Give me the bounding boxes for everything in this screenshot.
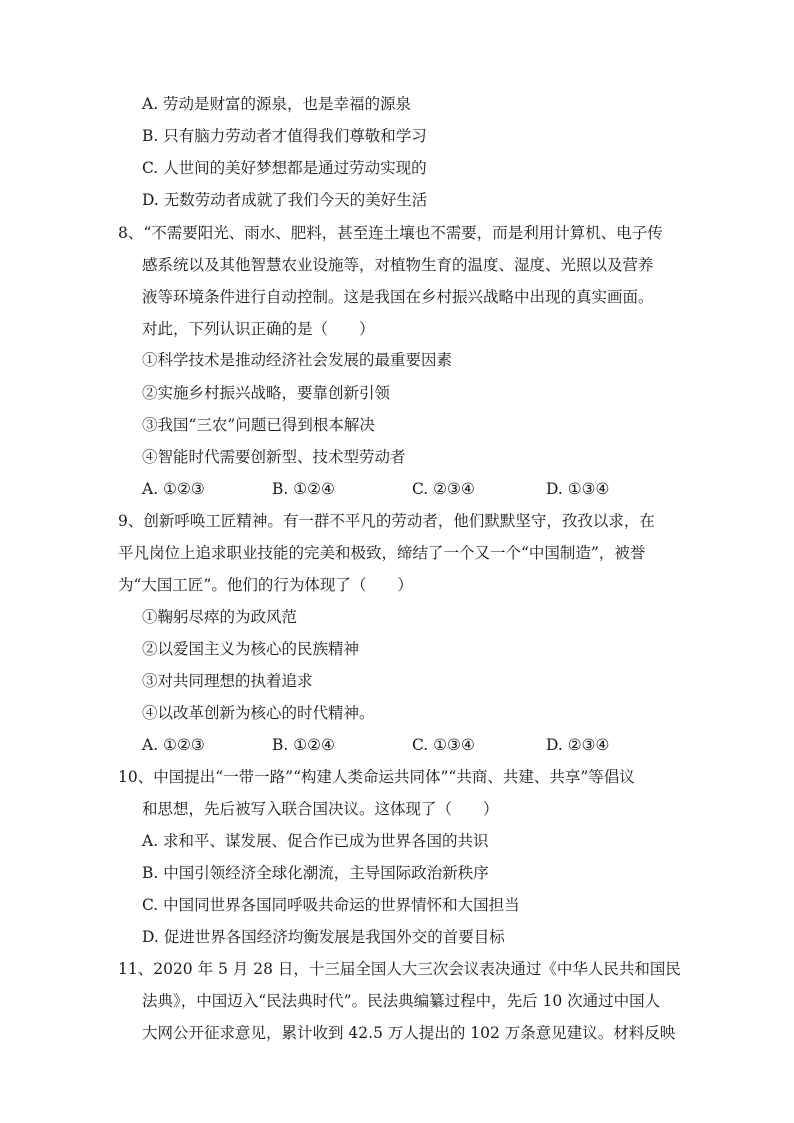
q10-option-a: A. 求和平、谋发展、促合作已成为世界各国的共识 [142,832,489,850]
q9-statement-2: ②以爱国主义为核心的民族精神 [142,640,360,658]
q8-choice-c: C. ②③④ [412,480,475,498]
q7-option-b: B. 只有脑力劳动者才值得我们尊敬和学习 [142,127,427,145]
q9-choice-b: B. ①②④ [272,736,335,754]
q10-option-c: C. 中国同世界各国同呼吸共命运的世界情怀和大国担当 [142,896,520,914]
q8-statement-1: ①科学技术是推动经济社会发展的最重要因素 [142,351,453,369]
q9-statement-1: ①鞠躬尽瘁的为政风范 [142,608,298,626]
q8-statement-3: ③我国“三农”问题已得到根本解决 [142,416,375,434]
q10-stem-line-2: 和思想，先后被写入联合国决议。这体现了（ ） [142,800,499,818]
q10-option-d: D. 促进世界各国经济均衡发展是我国外交的首要目标 [142,928,505,946]
q11-stem-line-3: 大网公开征求意见，累计收到 42.5 万人提出的 102 万条意见建议。材料反映 [142,1024,676,1042]
q9-stem-line-2: 平凡岗位上追求职业技能的完美和极致，缔结了一个又一个“中国制造”，被誉 [118,544,646,562]
q8-statement-4: ④智能时代需要创新型、技术型劳动者 [142,448,406,466]
q9-statement-3: ③对共同理想的执着追求 [142,672,313,690]
q10-option-b: B. 中国引领经济全球化潮流，主导国际政治新秩序 [142,864,489,882]
q9-choice-c: C. ①③④ [412,736,475,754]
q9-choice-d: D. ②③④ [546,736,610,754]
q11-stem-line-1: 11、2020 年 5 月 28 日，十三届全国人大三次会议表决通过《中华人民共和国民 [118,960,681,978]
q9-statement-4: ④以改革创新为核心的时代精神。 [142,704,375,722]
q9-stem-line-3: 为“大国工匠”。他们的行为体现了（ ） [118,576,413,594]
q8-statement-2: ②实施乡村振兴战略，要靠创新引领 [142,384,391,402]
q10-stem-line-1: 10、中国提出“一带一路”“构建人类命运共同体”“共商、共建、共享”等倡议 [118,768,635,786]
q9-choice-a: A. ①②③ [142,736,205,754]
q8-stem-line-4: 对此，下列认识正确的是（ ） [142,320,375,338]
q8-stem-line-1: 8、“不需要阳光、雨水、肥料，甚至连土壤也不需要，而是利用计算机、电子传 [118,224,663,242]
q9-stem-line-1: 9、创新呼唤工匠精神。有一群不平凡的劳动者，他们默默坚守，孜孜以求，在 [118,512,655,530]
q8-stem-line-3: 液等环境条件进行自动控制。这是我国在乡村振兴战略中出现的真实画面。 [142,288,654,306]
q7-option-d: D. 无数劳动者成就了我们今天的美好生活 [142,191,428,209]
q8-stem-line-2: 感系统以及其他智慧农业设施等，对植物生育的温度、湿度、光照以及营养 [142,256,654,274]
q8-choice-d: D. ①③④ [546,480,610,498]
q8-choice-a: A. ①②③ [142,480,205,498]
q7-option-c: C. 人世间的美好梦想都是通过劳动实现的 [142,159,427,177]
q8-choice-b: B. ①②④ [272,480,335,498]
q11-stem-line-2: 法典》，中国迈入“民法典时代”。民法典编纂过程中，先后 10 次通过中国人 [142,992,661,1010]
q7-option-a: A. 劳动是财富的源泉，也是幸福的源泉 [142,95,412,113]
